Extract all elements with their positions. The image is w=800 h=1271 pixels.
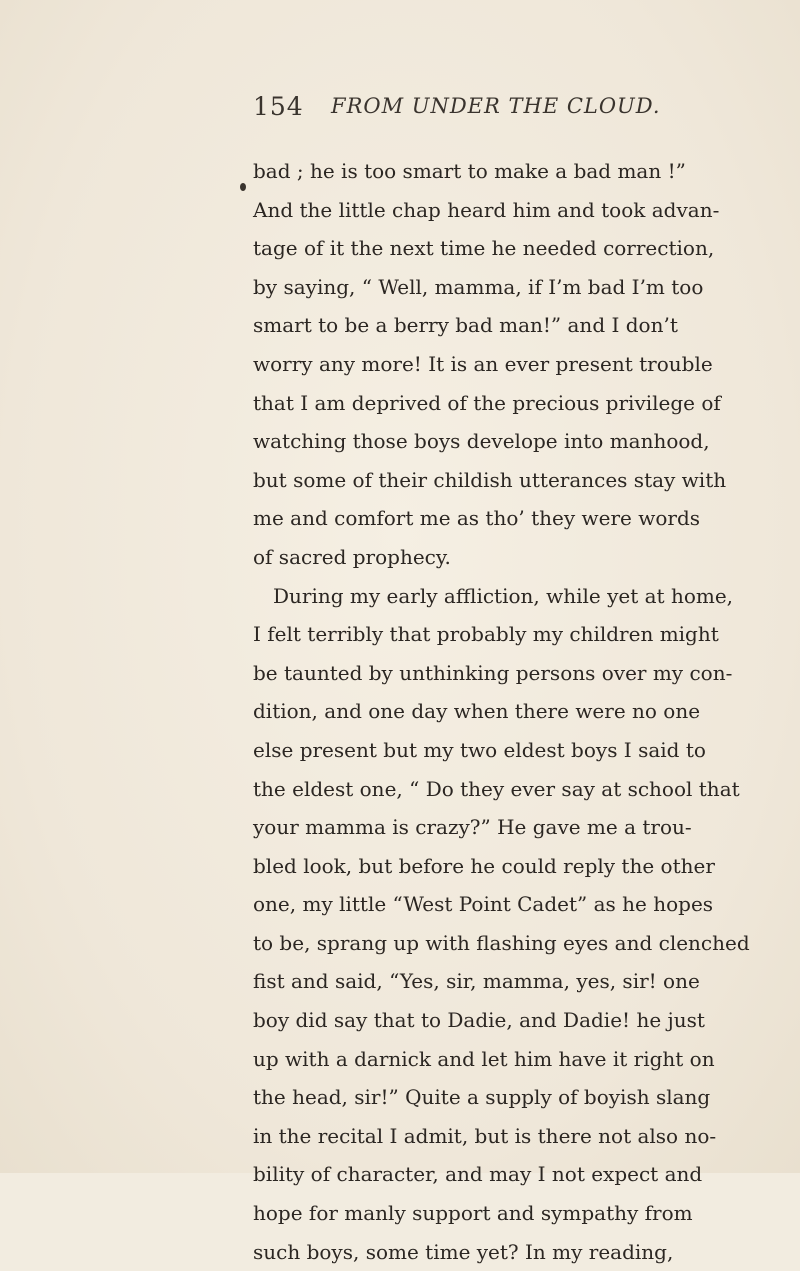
text-line: boy did say that to Dadie, and Dadie! he just bbox=[253, 1008, 705, 1033]
text-line: watching those boys develope into manhood, bbox=[253, 429, 710, 454]
text-line: else present but my two eldest boys I said to bbox=[253, 737, 706, 762]
margin-mark-icon bbox=[240, 183, 246, 191]
text-line: And the little chap heard him and took advan- bbox=[253, 197, 720, 222]
text-line: by saying, “ Well, mamma, if I’m bad I’m too bbox=[253, 274, 704, 299]
text-line: one, my little “West Point Cadet” as he hopes bbox=[253, 892, 714, 917]
text-line: bad ; he is too smart to make a bad man !” bbox=[253, 159, 686, 183]
text-line: I felt terribly that probably my children might bbox=[253, 622, 719, 647]
text-line: in the recital I admit, but is there not also no- bbox=[253, 1123, 717, 1148]
running-head bbox=[253, 92, 673, 132]
text-line: me and comfort me as tho’ they were words bbox=[253, 506, 701, 531]
text-line: to be, sprang up with flashing eyes and clenched bbox=[253, 930, 750, 955]
text-line: worry any more! It is an ever present trouble bbox=[253, 351, 713, 376]
body-text bbox=[253, 152, 750, 1271]
text-line: the head, sir!” Quite a supply of boyish slang bbox=[253, 1085, 711, 1110]
running-title: FROM UNDER THE CLOUD. bbox=[331, 94, 661, 118]
text-line: be taunted by unthinking persons over my con- bbox=[253, 660, 733, 685]
text-line: tage of it the next time he needed correction, bbox=[253, 236, 715, 261]
text-line: dition, and one day when there were no one bbox=[253, 699, 701, 724]
text-line: bled look, but before he could reply the other bbox=[253, 853, 715, 878]
text-line: but some of their childish utterances stay with bbox=[253, 467, 727, 492]
text-line: that I am deprived of the precious privilege of bbox=[253, 390, 721, 415]
text-line: bility of character, and may I not expect and bbox=[253, 1162, 703, 1187]
text-line: During my early affliction, while yet at home, bbox=[273, 583, 734, 608]
text-line: of sacred prophecy. bbox=[253, 544, 451, 569]
text-line: smart to be a berry bad man!” and I don’t bbox=[253, 313, 678, 338]
text-line: such boys, some time yet? In my reading, bbox=[253, 1239, 674, 1264]
text-line: your mamma is crazy?” He gave me a trou- bbox=[253, 815, 692, 840]
text-line: the eldest one, “ Do they ever say at school that bbox=[253, 776, 740, 801]
text-line: fist and said, “Yes, sir, mamma, yes, sir! one bbox=[253, 969, 700, 994]
text-line: hope for manly support and sympathy from bbox=[253, 1201, 693, 1226]
page-number: 154 bbox=[253, 92, 304, 121]
text-line: up with a darnick and let him have it right on bbox=[253, 1046, 715, 1071]
